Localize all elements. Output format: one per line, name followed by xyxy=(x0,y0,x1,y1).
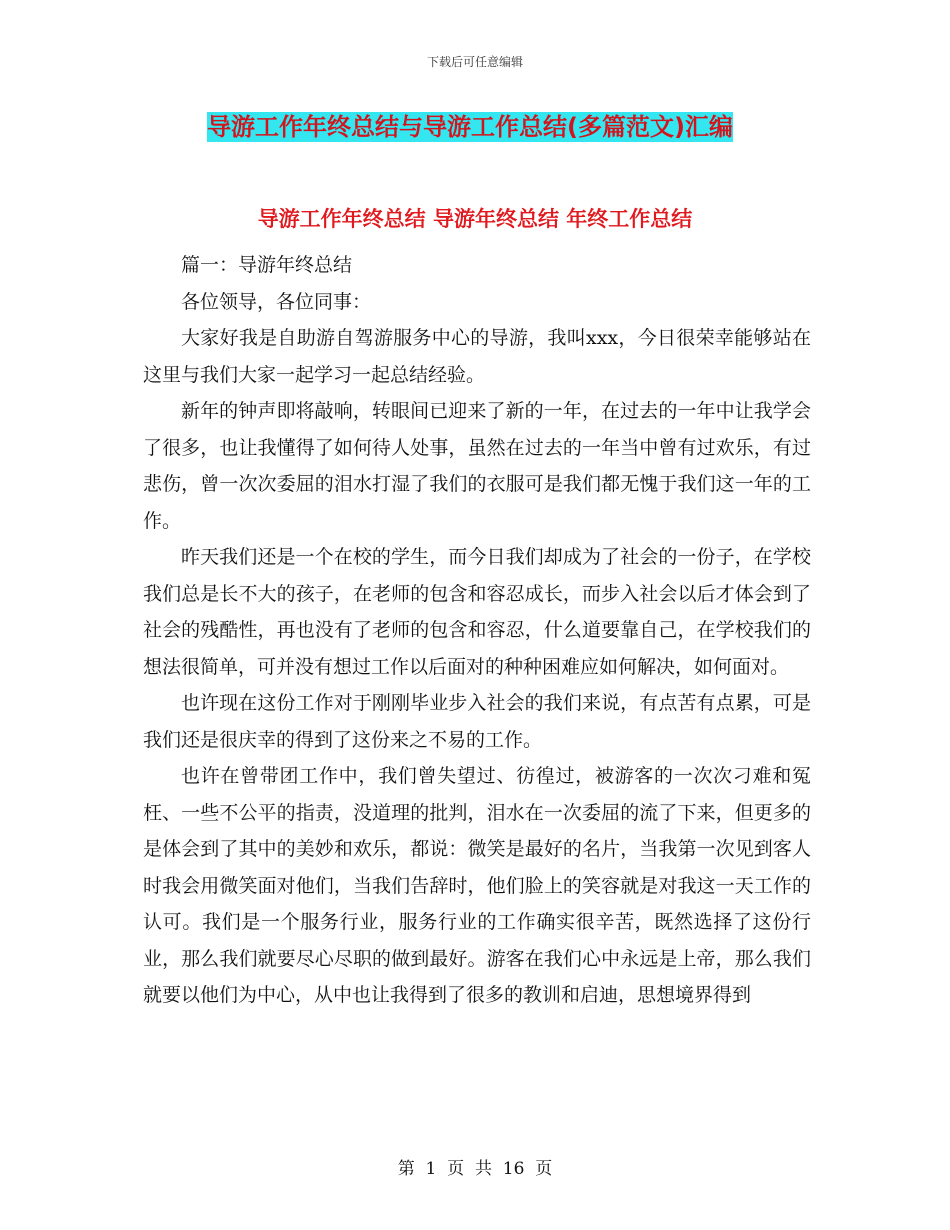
section-heading: 篇一：导游年终总结 xyxy=(181,254,353,276)
page-number: 第 1 页 共 16 页 xyxy=(397,1159,553,1179)
body-paragraph: 大家好我是自助游自驾游服务中心的导游，我叫xxx，今日很荣幸能够站在这里与我们大家一起学习一起总结经验。 xyxy=(143,327,811,386)
salutation: 各位领导，各位同事： xyxy=(181,290,372,313)
body-paragraph: 也许在曾带团工作中，我们曾失望过、彷徨过，被游客的一次次刁难和冤枉、一些不公平的指责，没道理的批判，泪水在一次委屈的流了下来，但更多的是体会到了其中的美妙和欢乐，都说：微笑是最好的名片，当我第一次见到客人时我会用微笑面对他们，当我们告辞时，他们脸上的笑容就是对我这一天工作的认可。我们是一个服务行业，服务行业的工作确实很辛苦，既然选择了这份行业，那么我们就要尽心尽职的做到最好。游客在我们心中永远是上帝，那么我们就要以他们为中心，从中也让我得到了很多的教训和启迪，思想境界得到 xyxy=(143,765,811,1006)
body-paragraph: 新年的钟声即将敲响，转眼间已迎来了新的一年，在过去的一年中让我学会了很多，也让我懂得了如何待人处事，虽然在过去的一年当中曾有过欢乐，有过悲伤，曾一次次委屈的泪水打湿了我们的衣服可是我们都无愧于我们这一年的工作。 xyxy=(143,400,811,532)
document-title: 导游工作年终总结与导游工作总结(多篇范文)汇编 xyxy=(207,113,733,141)
document-body xyxy=(143,247,811,1014)
body-paragraph: 也许现在这份工作对于刚刚毕业步入社会的我们来说，有点苦有点累，可是我们还是很庆幸的得到了这份来之不易的工作。 xyxy=(143,692,811,751)
document-subtitle: 导游工作年终总结 导游年终总结 年终工作总结 xyxy=(257,207,693,231)
body-paragraph: 昨天我们还是一个在校的学生，而今日我们却成为了社会的一份子，在学校我们总是长不大的孩子，在老师的包含和容忍成长，而步入社会以后才体会到了社会的残酷性，再也没有了老师的包含和容忍，什么道要靠自己，在学校我们的想法很简单，可并没有想过工作以后面对的种种困难应如何解决，如何面对。 xyxy=(143,546,811,678)
header-note: 下载后可任意编辑 xyxy=(426,55,523,69)
